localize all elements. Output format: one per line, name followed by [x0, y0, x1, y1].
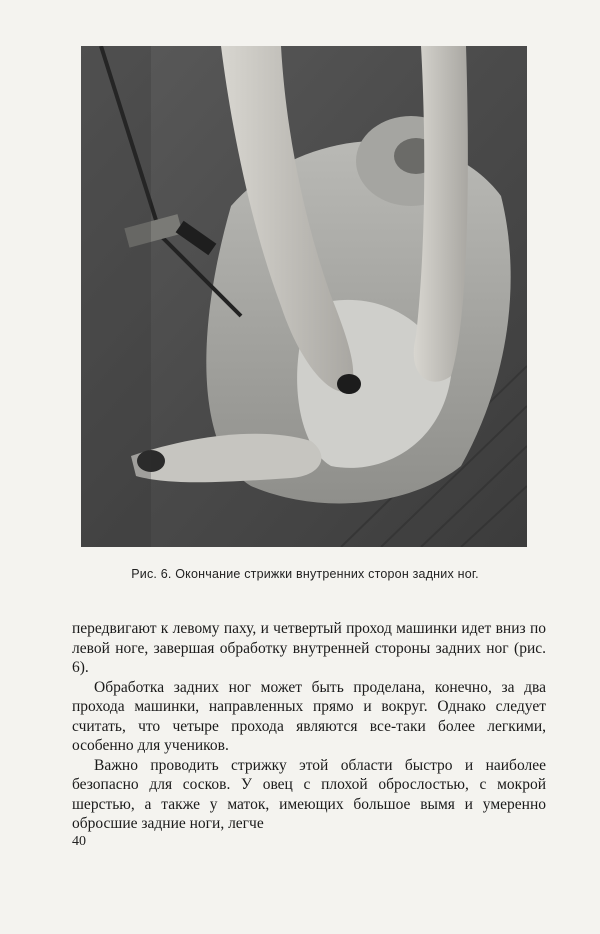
body-text — [72, 619, 546, 834]
paragraph: Важно проводить стрижку этой области быстро и наиболее безопасно для сосков. У овец с плохой оброслостью, с мокрой шерстью, а также у маток, имеющих большое вымя и умеренно обросшие задние ноги, легче — [72, 756, 546, 832]
paragraph: Обработка задних ног может быть проделана, конечно, за два прохода машинки, направленных прямо и вокруг. Однако следует считать, что четыре прохода являются все-таки более легкими, особенно для учеников. — [72, 678, 546, 754]
figure-photo — [81, 46, 527, 547]
figure-caption: Рис. 6. Окончание стрижки внутренних сторон задних ног. — [131, 567, 479, 581]
page-number: 40 — [72, 834, 86, 849]
paragraph: передвигают к левому паху, и четвертый проход машинки идет вниз по левой ноге, завершая обработку внутренней стороны задних ног (рис. 6). — [72, 620, 546, 676]
